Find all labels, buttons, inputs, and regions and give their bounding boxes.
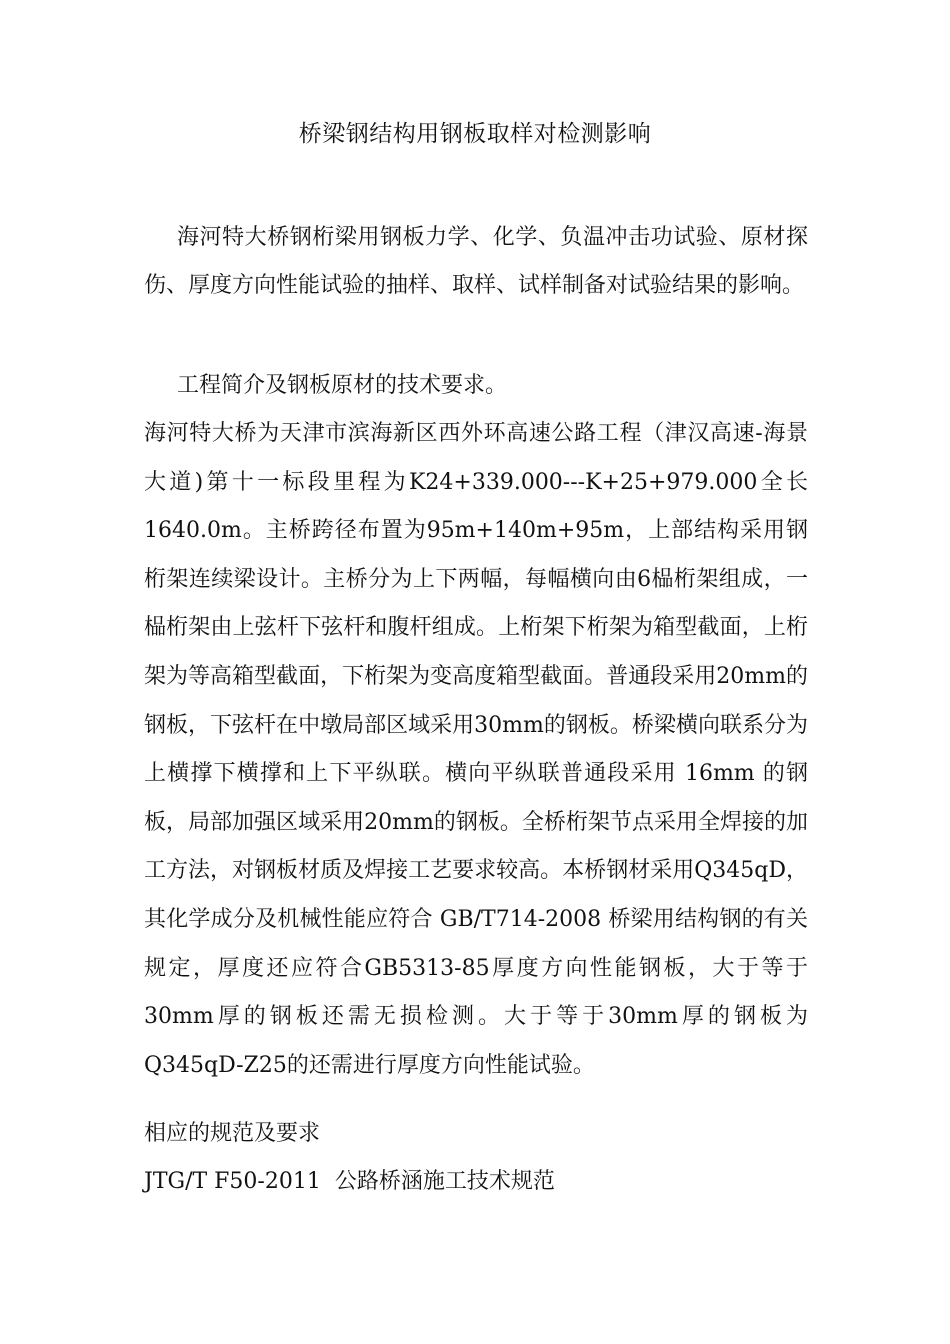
requirements-heading: 相应的规范及要求	[144, 1121, 321, 1146]
section-heading: 工程简介及钢板原材的技术要求。	[177, 373, 508, 398]
standard-reference: JTG/T F50-2011 公路桥涵施工技术规范	[144, 1169, 555, 1194]
intro-paragraph: 海河特大桥钢桁梁用钢板力学、化学、负温冲击功试验、原材探伤、厚度方向性能试验的抽样、取样、试样制备对试验结果的影响。	[144, 225, 808, 298]
project-description-paragraph: 海河特大桥为天津市滨海新区西外环高速公路工程（津汉高速-海景大道)第十一标段里程为K24+339.000---K+25+979.000全长1640.0m。主桥跨径布置为95m+140m+95m，上部结构采用钢桁架连续梁设计。主桥分为上下两幅，每幅横向由6榀桁架组成，一榀桁架由上弦杆下弦杆和腹杆组成。上桁架下桁架为箱型截面，上桁架为等高箱型截面，下桁架为变高度箱型截面。普通段采用20mm的钢板，下弦杆在中墩局部区域采用30mm的钢板。桥梁横向联系分为上横撑下横撑和上下平纵联。横向平纵联普通段采用 16mm 的钢板，局部加强区域采用20mm的钢板。全桥桁架节点采用全焊接的加工方法，对钢板材质及焊接工艺要求较高。本桥钢材采用Q345qD，其化学成分及机械性能应符合 GB/T714-2008 桥梁用结构钢的有关规定，厚度还应符合GB5313-85厚度方向性能钢板，大于等于30mm厚的钢板还需无损检测。大于等于30mm厚的钢板为Q345qD-Z25的还需进行厚度方向性能试验。	[144, 421, 808, 1078]
document-title: 桥梁钢结构用钢板取样对检测影响	[298, 121, 652, 147]
